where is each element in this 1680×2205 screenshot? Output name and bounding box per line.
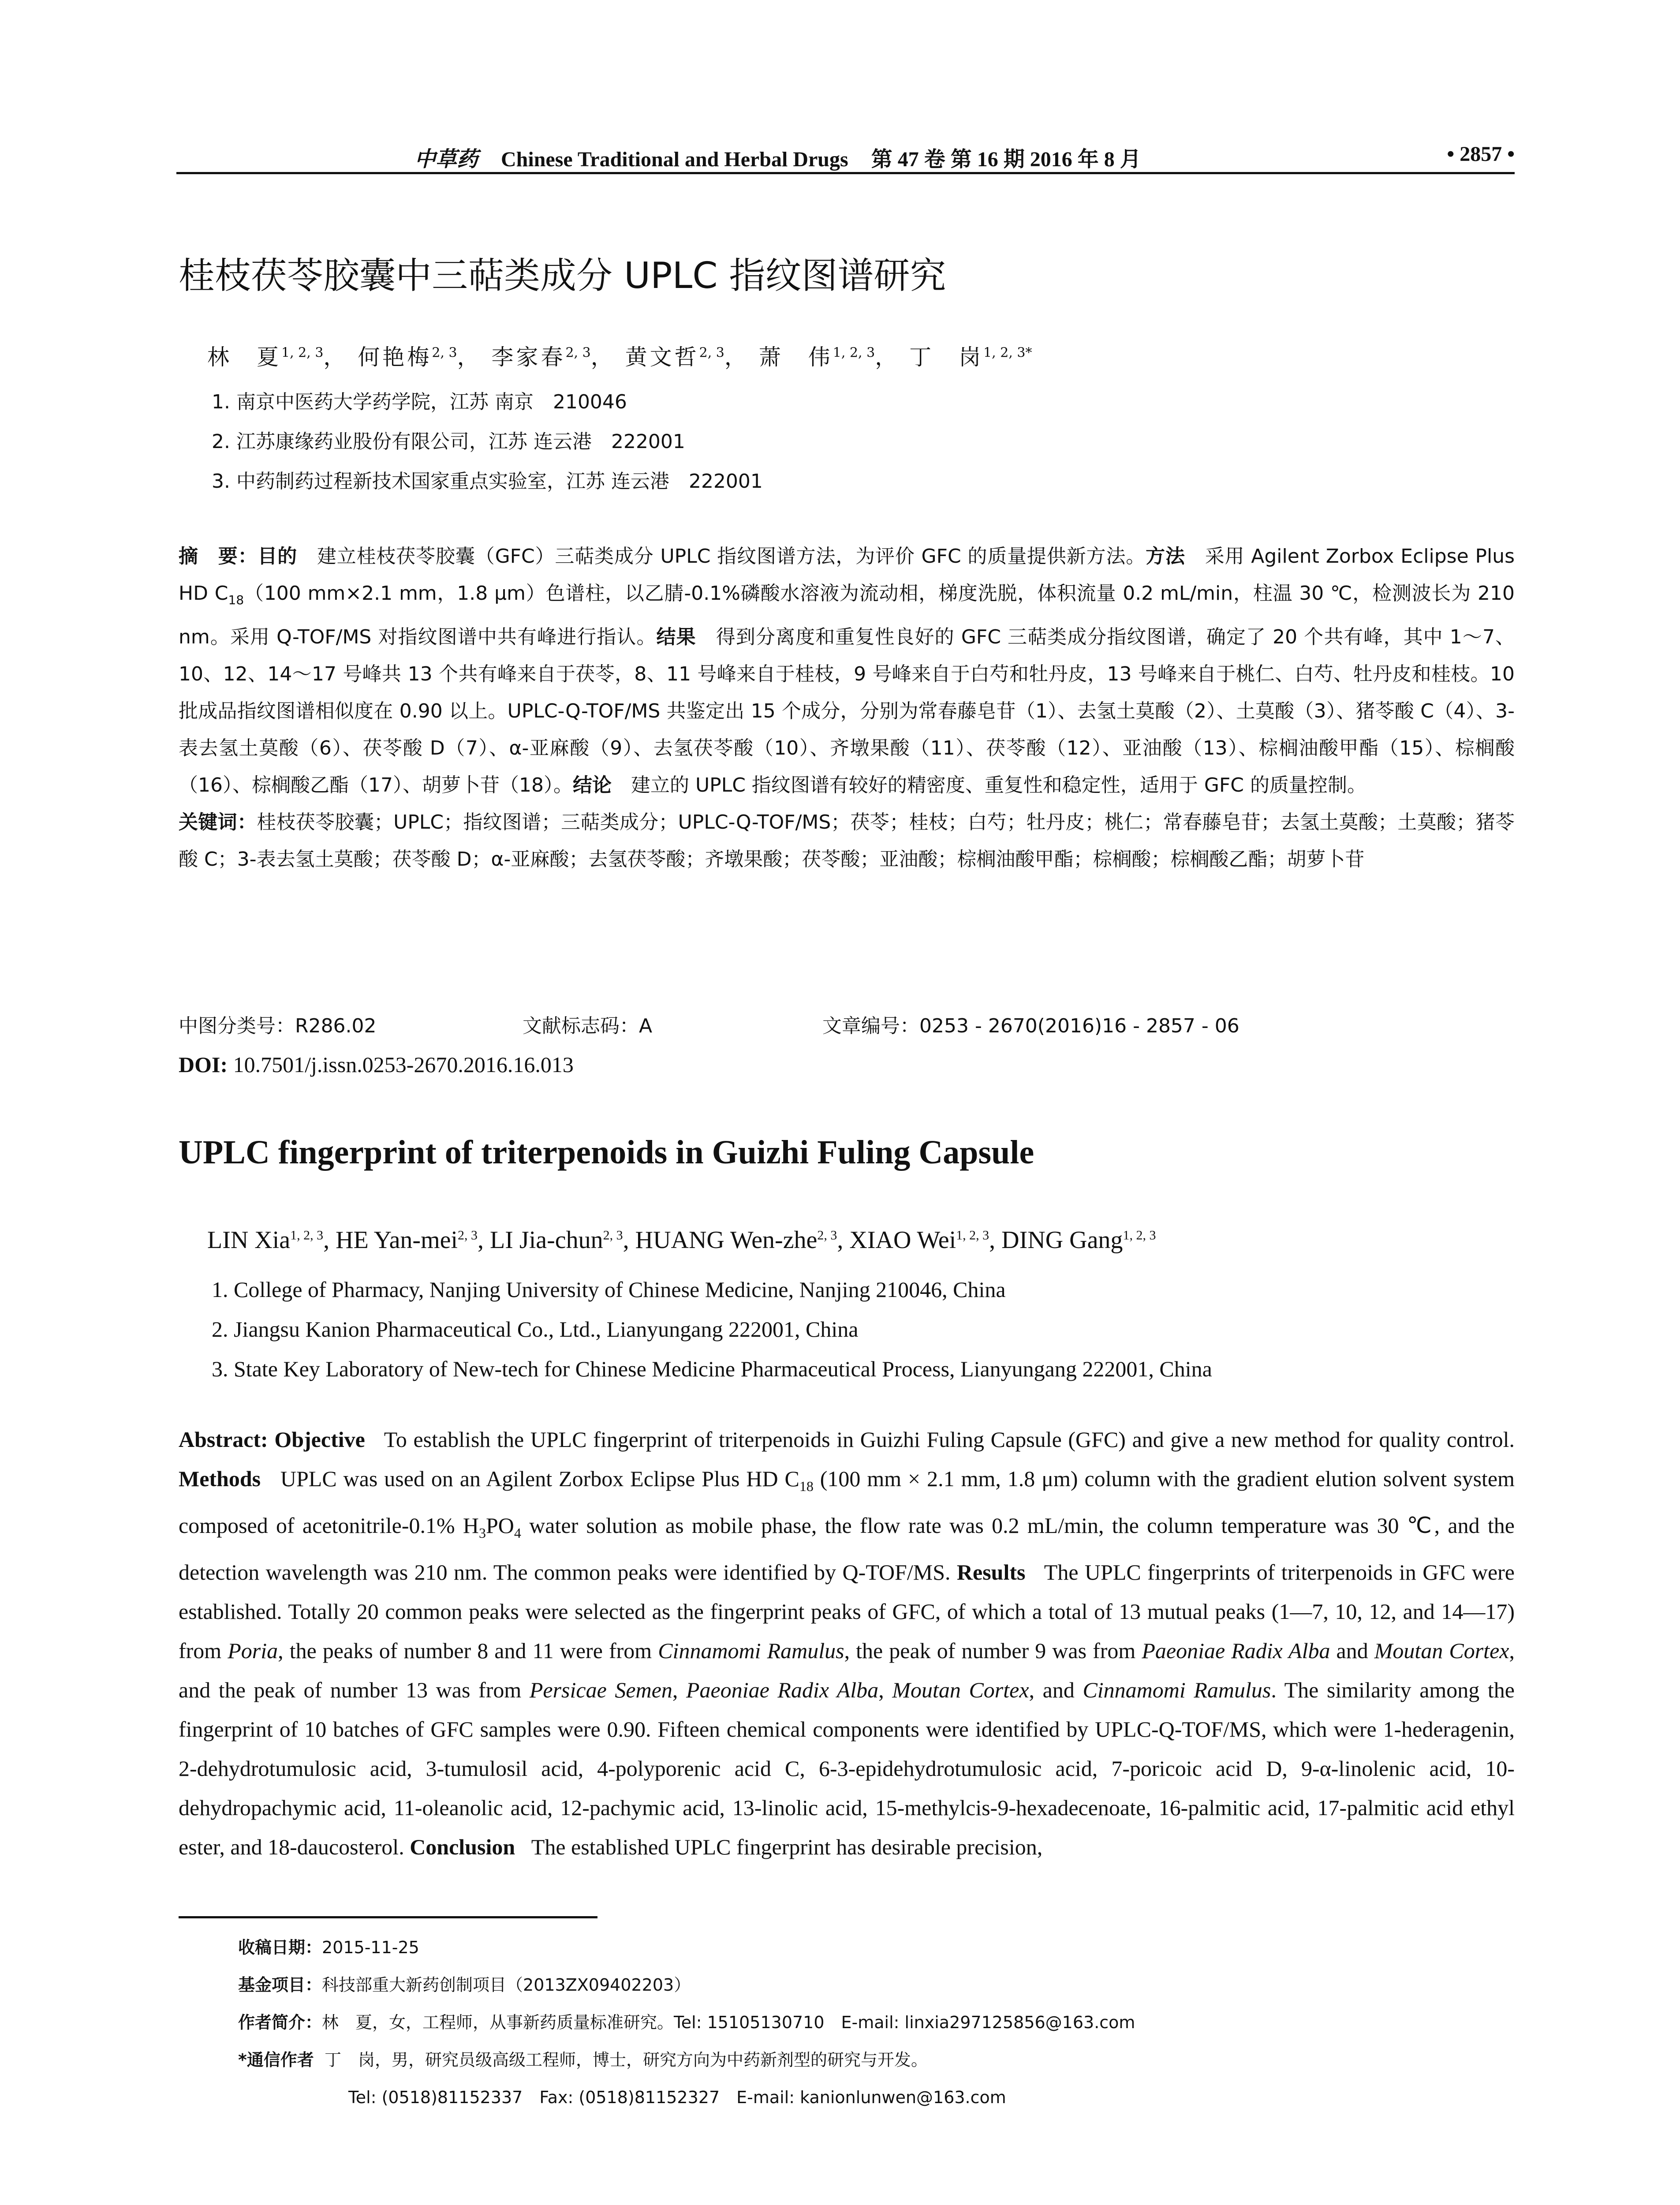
herb-name: Cinnamomi Ramulus [1083,1678,1271,1702]
author-bio-label: 作者简介： [238,2013,322,2032]
document-code: 文献标志码：A [523,1015,653,1037]
herb-name: Cinnamomi Ramulus [658,1638,844,1663]
methods-text: (100 mm × 2.1 mm, 1.8 μm) column with the gradient elution solvent system composed of acetonitrile-0.1% H [179,1466,1515,1538]
footnote-corresponding [238,2046,928,2070]
author-affil-sup: 1, 2, 3* [983,345,1032,361]
header-journal-line [414,142,1141,172]
objective-text: 建立桂枝茯苓胶囊（GFC）三萜类成分 UPLC 指纹图谱方法，为评价 GFC 的质量提供新方法。 [317,545,1146,568]
results-label: 结果 [656,625,696,648]
journal-name: Chinese Traditional and Herbal Drugs [501,148,848,171]
keywords-label: 关键词： [179,811,257,833]
herb-name: Moutan Cortex [1374,1638,1509,1663]
author-name: 丁 岗 [909,344,984,370]
author-name: XIAO Wei [849,1226,956,1254]
author-name: DING Gang [1001,1226,1123,1254]
herb-name: Persicae Semen [529,1678,672,1702]
author-affil-sup: 2, 3 [699,345,724,361]
author-affil-sup: 2, 3 [565,345,591,361]
objective-label: 目的 [258,545,298,568]
footnote-contact: Tel: (0518)81152337 Fax: (0518)81152327 E-mail: kanionlunwen@163.com [348,2088,1006,2107]
results-text: , the peaks of number 8 and 11 were from [278,1638,658,1663]
results-text: , [878,1678,892,1702]
author-affil-sup: 2, 3 [458,1228,478,1243]
chinese-affiliation: 1. 南京中医药大学药学院，江苏 南京 210046 [212,391,627,413]
results-label: Results [956,1560,1026,1585]
herb-name: Paeoniae Radix Alba [1142,1638,1330,1663]
author-name: LIN Xia [207,1226,291,1254]
herb-name: Paeoniae Radix Alba [686,1678,879,1702]
english-affiliation: 2. Jiangsu Kanion Pharmaceutical Co., Ltd., Lianyungang 222001, China [212,1317,859,1342]
author-name: 萧 伟 [758,344,833,370]
chinese-affiliation: 3. 中药制药过程新技术国家重点实验室，江苏 连云港 222001 [212,470,763,493]
english-title: UPLC fingerprint of triterpenoids in Guizhi Fuling Capsule [179,1134,1034,1171]
received-label: 收稿日期： [238,1938,322,1957]
objective-text: To establish the UPLC fingerprint of triterpenoids in Guizhi Fuling Capsule (GFC) and give a new method for quality control. [384,1427,1515,1452]
english-authors: LIN Xia$^{1, 2, 3}$, HE Yan-mei$^{2, 3}$, LI Jia-chun$^{2, 3}$, HUANG Wen-zhe$^{2, 3}$, XIAO Wei$^{1, 2, 3}$, DING Gang$^{1, 2, 3}$ [207,1226,1156,1254]
author-affil-sup: 2, 3 [432,345,457,361]
subscript: 4 [514,1525,521,1541]
results-text: . The similarity among the fingerprint of 10 batches of GFC samples were 0.90. Fifteen chemical components were identified by UPLC-Q-TOF/MS, which were 1-hederagenin, 2-dehydrotumulosic acid, 3-tumulosil acid, 4-polyporenic acid C, 6-3-epidehydrotumulosic acid, 7-poricoic acid D, 9-α-linolenic acid, 10-dehydropachymic acid, 11-oleanolic acid, 12-pachymic acid, 13-linolic acid, 15-methylcis-9-hexadecenoate, 16-palmitic acid, 17-palmitic acid ethyl ester, and 18-daucosterol. [179,1678,1515,1859]
results-text: , and [1029,1678,1083,1702]
abstract-label: Abstract: Objective [179,1427,365,1452]
abstract-label: 摘 要： [179,545,258,568]
author-affil-sup: 1, 2, 3 [281,345,324,361]
results-text: , the peak of number 9 was from [844,1638,1142,1663]
conclusion-text: The established UPLC fingerprint has desirable precision, [531,1835,1043,1859]
running-header [176,132,1515,172]
herb-name: Poria [228,1638,278,1663]
author-name: HE Yan-mei [336,1226,458,1254]
methods-text: water solution as mobile phase, the flow rate was 0.2 mL/min, the column temperature was 30 ℃, and the detection wavelength was 210 nm. The common peaks were identified by Q-TOF/MS. [179,1513,1515,1585]
herb-name: Moutan Cortex [892,1678,1029,1702]
methods-label: Methods [179,1466,261,1491]
fund-label: 基金项目： [238,1975,322,1995]
keywords-text: 桂枝茯苓胶囊；UPLC；指纹图谱；三萜类成分；UPLC-Q-TOF/MS；茯苓；桂枝；白芍；牡丹皮；桃仁；常春藤皂苷；去氢土莫酸；土莫酸；猪苓酸 C；3-表去氢土莫酸；茯苓酸 D；α-亚麻酸；去氢茯苓酸；齐墩果酸；茯苓酸；亚油酸；棕榈油酸甲酯；棕榈酸；棕榈酸乙酯；胡萝卜苷 [179,811,1515,871]
article-number: 文章编号：0253 - 2670(2016)16 - 2857 - 06 [822,1015,1239,1037]
issue-info: 第 47 卷 第 16 期 2016 年 8 月 [871,148,1141,171]
author-affil-sup: 2, 3 [603,1228,623,1243]
chinese-authors: 林 夏$^{1, 2, 3}$， 何艳梅$^{2, 3}$， 李家春$^{2, 3}$， 黄文哲$^{2, 3}$， 萧 伟$^{1, 2, 3}$， 丁 岗$^{1, 2, 3*}$ [207,344,1032,370]
doi-value: 10.7501/j.issn.0253-2670.2016.16.013 [233,1052,574,1077]
results-text: and [1330,1638,1374,1663]
english-abstract [179,1420,1515,1867]
page-number: • 2857 • [1447,142,1515,166]
results-text: , [672,1678,686,1702]
corresponding-text: 丁 岗，男，研究员级高级工程师，博士，研究方向为中药新剂型的研究与开发。 [325,2050,928,2070]
author-name: LI Jia-chun [490,1226,603,1254]
subscript: 3 [479,1525,486,1541]
chinese-affiliation: 2. 江苏康缘药业股份有限公司，江苏 连云港 222001 [212,430,685,453]
footnote-received [238,1934,419,1958]
journal-logo: 中草药 [414,147,478,172]
subscript: 18 [228,592,244,607]
results-text: The UPLC fingerprints of triterpenoids in GFC were established. Totally 20 common peaks were selected as the fingerprint peaks of GFC, of which a total of 13 mutual peaks (1—7, 10, 12, and 14—17) from [179,1560,1515,1663]
methods-label: 方法 [1146,545,1185,568]
author-name: 何艳梅 [358,344,432,370]
doi-label: DOI: [179,1052,228,1077]
footnote-rule [179,1916,597,1918]
author-name: 林 夏 [207,344,281,370]
conclusion-label: 结论 [572,774,612,796]
doi-line [179,1052,574,1077]
author-affil-sup: 1, 2, 3 [1123,1228,1156,1243]
header-rule [176,172,1515,174]
conclusion-label: Conclusion [410,1835,515,1859]
methods-text: （100 mm×2.1 mm，1.8 μm）色谱柱，以乙腈-0.1%磷酸水溶液为流动相，梯度洗脱，体积流量 0.2 mL/min，柱温 30 ℃，检测波长为 210 nm。采用 Q-TOF/MS 对指纹图谱中共有峰进行指认。 [179,582,1515,648]
corresponding-label: *通信作者 [238,2050,314,2070]
author-name: 李家春 [491,344,566,370]
received-date: 2015-11-25 [322,1938,419,1957]
author-name: 黄文哲 [625,344,699,370]
author-bio-text: 林 夏，女，工程师，从事新药质量标准研究。Tel: 15105130710 E-mail: linxia297125856@163.com [322,2013,1135,2032]
chinese-abstract [179,538,1515,878]
methods-text: UPLC was used on an Agilent Zorbox Eclipse Plus HD C [280,1466,799,1491]
results-text: 得到分离度和重复性良好的 GFC 三萜类成分指纹图谱，确定了 20 个共有峰，其中 1～7、10、12、14～17 号峰共 13 个共有峰来自于茯苓，8、11 号峰来自于桂枝，9 号峰来自于白芍和牡丹皮，13 号峰来自于桃仁、白芍、牡丹皮和桂枝。10 批成品指纹图谱相似度在 0.90 以上。UPLC-Q-TOF/MS 共鉴定出 15 个成分，分别为常春藤皂苷（1）、去氢土莫酸（2）、土莫酸（3）、猪苓酸 C（4）、3-表去氢土莫酸（6）、茯苓酸 D（7）、α-亚麻酸（9）、去氢茯苓酸（10）、齐墩果酸（11）、茯苓酸（12）、亚油酸（13）、棕榈油酸甲酯（15）、棕榈酸（16）、棕榈酸乙酯（17）、胡萝卜苷（18）。 [179,625,1515,796]
english-affiliation: 3. State Key Laboratory of New-tech for Chinese Medicine Pharmaceutical Process, Lianyungang 222001, China [212,1357,1212,1381]
footnote-author [238,2009,1135,2033]
author-affil-sup: 1, 2, 3 [290,1228,324,1243]
fund-text: 科技部重大新药创制项目（2013ZX09402203） [322,1975,691,1995]
chinese-title: 桂枝茯苓胶囊中三萜类成分 UPLC 指纹图谱研究 [179,255,946,297]
methods-text: PO [486,1513,514,1538]
conclusion-text: 建立的 UPLC 指纹图谱有较好的精密度、重复性和稳定性，适用于 GFC 的质量控制。 [631,774,1367,796]
author-affil-sup: 2, 3 [817,1228,837,1243]
author-affil-sup: 1, 2, 3 [956,1228,989,1243]
author-affil-sup: 1, 2, 3 [833,345,875,361]
results-text: , and the peak of number 13 was from [179,1638,1515,1702]
english-affiliation: 1. College of Pharmacy, Nanjing University of Chinese Medicine, Nanjing 210046, China [212,1277,1006,1302]
author-name: HUANG Wen-zhe [635,1226,818,1254]
footnote-fund [238,1971,691,1996]
methods-text: 采用 Agilent Zorbox Eclipse Plus HD C [179,545,1515,605]
subscript: 18 [799,1478,814,1494]
clc-number: 中图分类号：R286.02 [179,1015,377,1037]
classification-line [179,1010,1515,1038]
